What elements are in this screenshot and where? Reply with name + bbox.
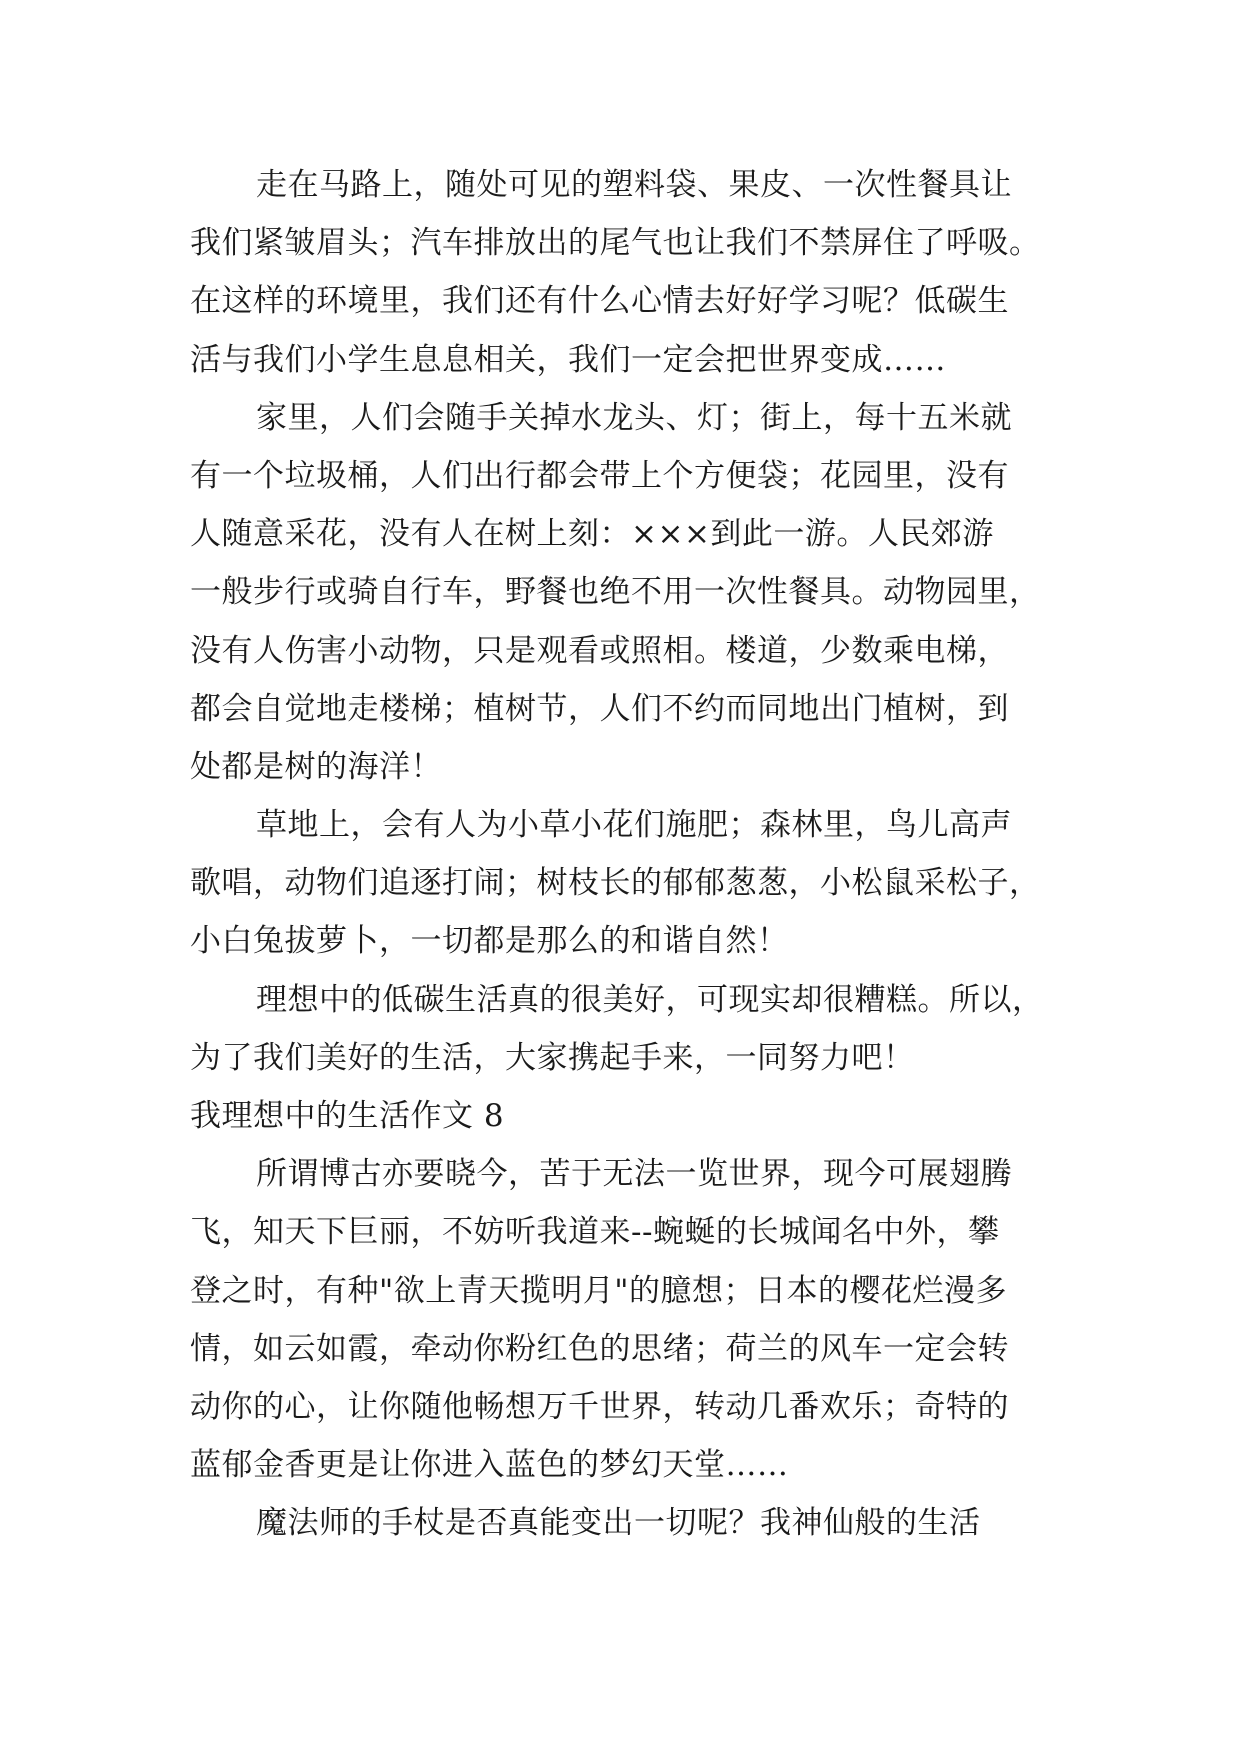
- text-line: 魔法师的手杖是否真能变出一切呢？我神仙般的生活: [256, 1505, 981, 1542]
- text-line: 没有人伤害小动物，只是观看或照相。楼道，少数乘电梯，: [190, 632, 1009, 669]
- text-line: 飞，知天下巨丽，不妨听我道来--蜿蜒的长城闻名中外，攀: [190, 1214, 1000, 1251]
- text-line: 走在马路上，随处可见的塑料袋、果皮、一次性餐具让: [256, 167, 1012, 203]
- text-line: 蓝郁金香更是让你进入蓝色的梦幻天堂……: [190, 1447, 789, 1484]
- text-line: 为了我们美好的生活，大家携起手来，一同努力吧！: [190, 1039, 915, 1076]
- text-line: 有一个垃圾桶，人们出行都会带上个方便袋；花园里，没有: [190, 457, 1009, 494]
- text-line: 家里，人们会随手关掉水龙头、灯；街上，每十五米就: [256, 399, 1012, 436]
- essay-body: [190, 156, 1060, 1553]
- text-line: 草地上，会有人为小草小花们施肥；森林里，鸟儿高声: [256, 807, 1012, 844]
- text-line: 在这样的环境里，我们还有什么心情去好好学习呢？低碳生: [190, 283, 1009, 320]
- text-line: 都会自觉地走楼梯；植树节，人们不约而同地出门植树，到: [190, 690, 1009, 727]
- text-line: 所谓博古亦要晓今，苦于无法一览世界，现今可展翅腾: [256, 1156, 1012, 1193]
- text-line: 理想中的低碳生活真的很美好，可现实却很糟糕。所以，: [256, 981, 1044, 1018]
- text-line: 动你的心，让你随他畅想万千世界，转动几番欢乐；奇特的: [190, 1388, 1009, 1425]
- text-line: 活与我们小学生息息相关，我们一定会把世界变成……: [190, 341, 946, 378]
- text-line: 登之时，有种"欲上青天揽明月"的臆想；日本的樱花烂漫多: [190, 1272, 1008, 1309]
- text-line: 小白兔拔萝卜，一切都是那么的和谐自然！: [190, 923, 789, 960]
- text-line: 一般步行或骑自行车，野餐也绝不用一次性餐具。动物园里，: [190, 574, 1041, 611]
- text-line: 处都是树的海洋！: [190, 748, 442, 785]
- text-line: 情，如云如霞，牵动你粉红色的思绪；荷兰的风车一定会转: [190, 1330, 1009, 1367]
- text-line: 人随意采花，没有人在树上刻：×××到此一游。人民郊游: [190, 516, 994, 553]
- section-heading: 我理想中的生活作文 8: [190, 1098, 505, 1134]
- text-line: 我们紧皱眉头；汽车排放出的尾气也让我们不禁屏住了呼吸。: [190, 225, 1041, 262]
- text-line: 歌唱，动物们追逐打闹；树枝长的郁郁葱葱，小松鼠采松子，: [190, 865, 1041, 902]
